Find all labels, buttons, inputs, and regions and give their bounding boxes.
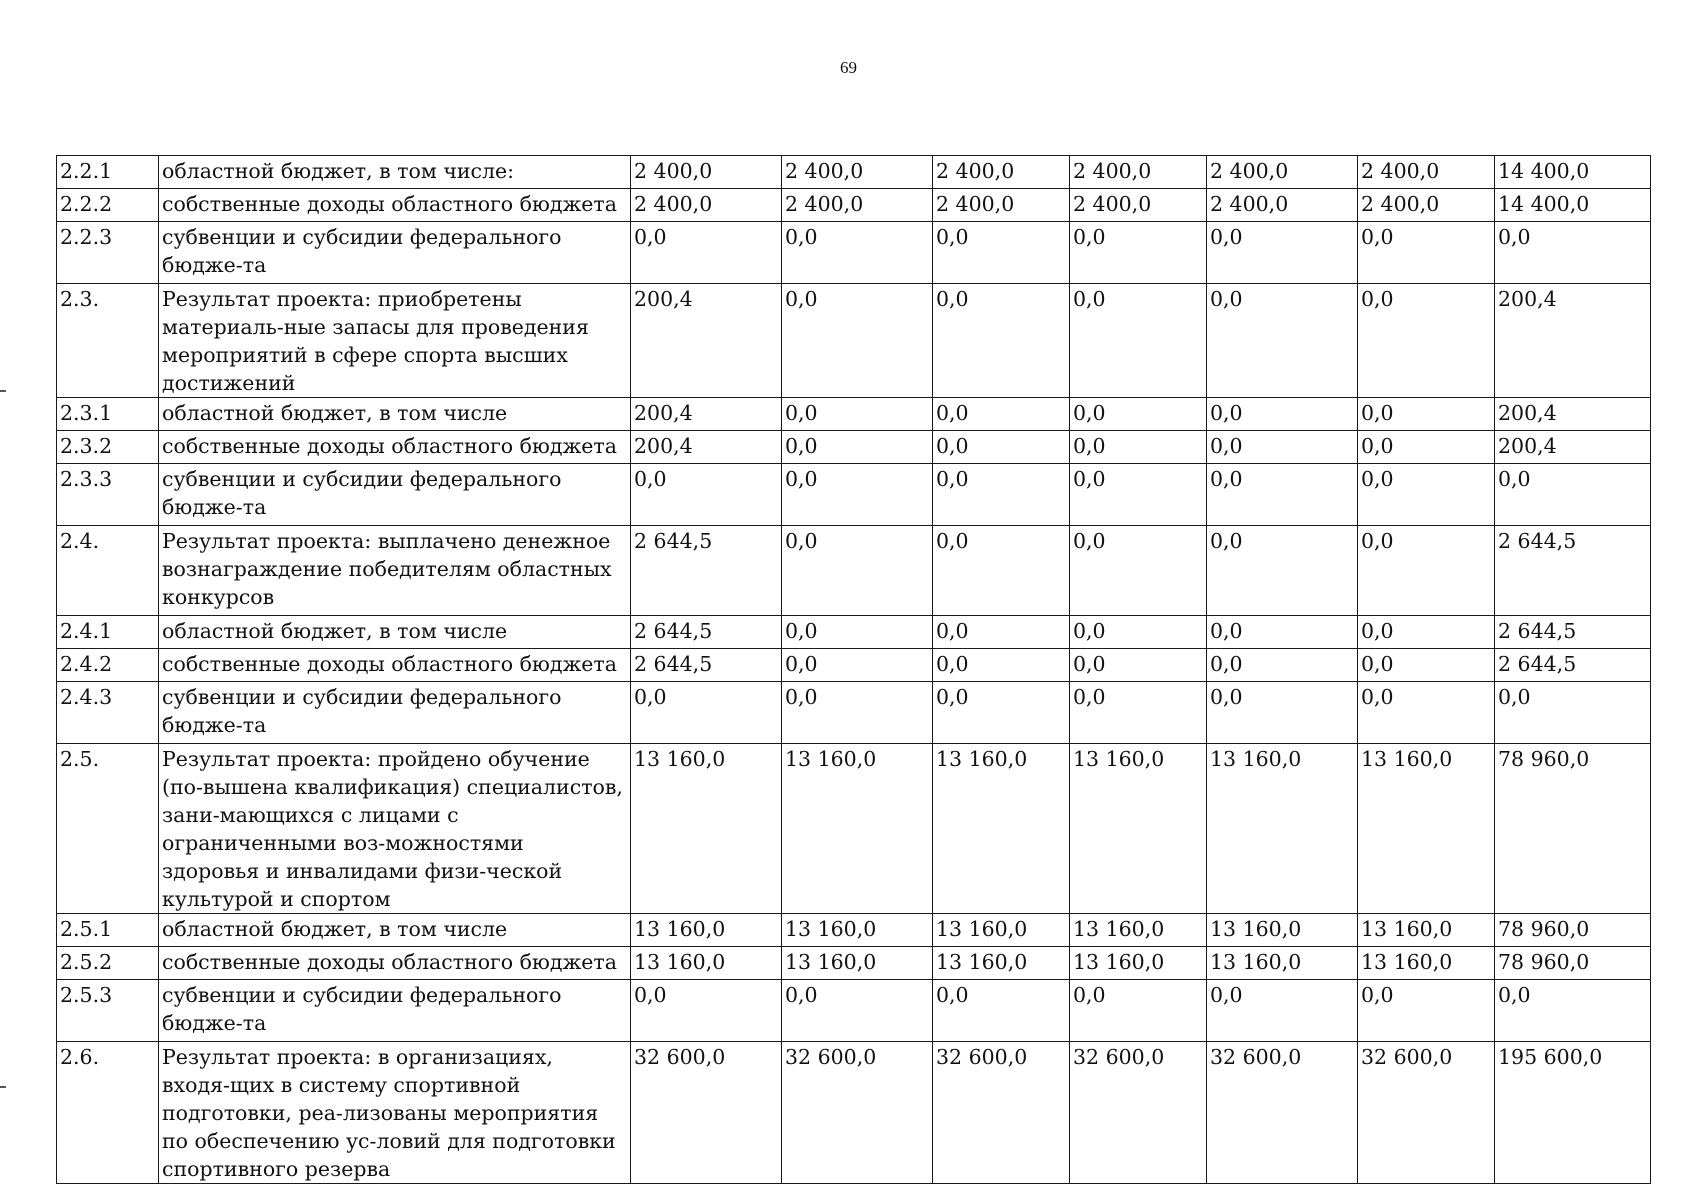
row-year-value: 0,0: [933, 222, 1070, 284]
row-year-value: 0,0: [631, 464, 782, 526]
row-year-value: 13 160,0: [1358, 947, 1495, 980]
table-row: [57, 464, 1651, 526]
row-year-value: 32 600,0: [631, 1042, 782, 1184]
row-total-value: 0,0: [1495, 464, 1651, 526]
row-year-value: 0,0: [1070, 222, 1207, 284]
row-total-value: 78 960,0: [1495, 914, 1651, 947]
row-code: 2.2.3: [57, 222, 159, 284]
row-year-value: 0,0: [631, 980, 782, 1042]
row-year-value: 2 400,0: [933, 156, 1070, 189]
row-year-value: 13 160,0: [1358, 744, 1495, 914]
row-total-value: 78 960,0: [1495, 744, 1651, 914]
row-description: Результат проекта: выплачено денежное вознаграждение победителям областных конкурсов: [159, 526, 631, 616]
row-year-value: 0,0: [1358, 682, 1495, 744]
row-year-value: 32 600,0: [1358, 1042, 1495, 1184]
row-year-value: 13 160,0: [933, 744, 1070, 914]
row-description: субвенции и субсидии федерального бюдже-та: [159, 980, 631, 1042]
row-year-value: 2 400,0: [1207, 156, 1358, 189]
row-year-value: 0,0: [1207, 464, 1358, 526]
row-year-value: 0,0: [631, 222, 782, 284]
row-year-value: 0,0: [1358, 526, 1495, 616]
row-description: собственные доходы областного бюджета: [159, 189, 631, 222]
table-row: [57, 914, 1651, 947]
row-year-value: 2 644,5: [631, 649, 782, 682]
row-year-value: 0,0: [782, 398, 933, 431]
row-total-value: 2 644,5: [1495, 649, 1651, 682]
row-description: субвенции и субсидии федерального бюдже-та: [159, 682, 631, 744]
table-body: [57, 156, 1651, 1184]
row-year-value: 2 400,0: [1207, 189, 1358, 222]
row-description: Результат проекта: в организациях, входя-щих в систему спортивной подготовки, реа-лизованы мероприятия по обеспечению ус-ловий для подготовки спортивного резерва: [159, 1042, 631, 1184]
row-code: 2.6.: [57, 1042, 159, 1184]
row-year-value: 2 400,0: [1358, 156, 1495, 189]
row-year-value: 0,0: [933, 431, 1070, 464]
row-description: собственные доходы областного бюджета: [159, 947, 631, 980]
row-year-value: 13 160,0: [1070, 914, 1207, 947]
row-year-value: 0,0: [1358, 398, 1495, 431]
row-code: 2.2.1: [57, 156, 159, 189]
table-row: [57, 189, 1651, 222]
row-year-value: 0,0: [933, 649, 1070, 682]
row-year-value: 0,0: [1358, 616, 1495, 649]
row-year-value: 2 400,0: [782, 189, 933, 222]
row-code: 2.5.: [57, 744, 159, 914]
row-year-value: 0,0: [1207, 222, 1358, 284]
row-year-value: 0,0: [1358, 284, 1495, 398]
row-year-value: 0,0: [1358, 464, 1495, 526]
row-year-value: 0,0: [782, 682, 933, 744]
row-code: 2.3.1: [57, 398, 159, 431]
row-year-value: 32 600,0: [1070, 1042, 1207, 1184]
row-total-value: 0,0: [1495, 980, 1651, 1042]
table-row: [57, 526, 1651, 616]
row-code: 2.3.2: [57, 431, 159, 464]
row-year-value: 13 160,0: [631, 744, 782, 914]
row-description: областной бюджет, в том числе: [159, 398, 631, 431]
row-year-value: 13 160,0: [1358, 914, 1495, 947]
row-year-value: 0,0: [1207, 649, 1358, 682]
row-year-value: 0,0: [933, 464, 1070, 526]
page-number: 69: [840, 58, 857, 77]
row-year-value: 2 400,0: [782, 156, 933, 189]
table-row: [57, 682, 1651, 744]
row-year-value: 0,0: [933, 284, 1070, 398]
row-code: 2.4.2: [57, 649, 159, 682]
row-description: субвенции и субсидии федерального бюдже-та: [159, 222, 631, 284]
row-year-value: 32 600,0: [933, 1042, 1070, 1184]
row-total-value: 2 644,5: [1495, 526, 1651, 616]
row-year-value: 200,4: [631, 284, 782, 398]
table-row: [57, 398, 1651, 431]
row-year-value: 0,0: [1207, 431, 1358, 464]
row-year-value: 0,0: [933, 398, 1070, 431]
row-year-value: 0,0: [1207, 398, 1358, 431]
row-description: собственные доходы областного бюджета: [159, 431, 631, 464]
row-year-value: 13 160,0: [782, 744, 933, 914]
row-code: 2.3.: [57, 284, 159, 398]
row-code: 2.2.2: [57, 189, 159, 222]
row-year-value: 0,0: [933, 980, 1070, 1042]
row-code: 2.4.3: [57, 682, 159, 744]
row-total-value: 14 400,0: [1495, 189, 1651, 222]
row-year-value: 0,0: [1207, 616, 1358, 649]
row-code: 2.5.1: [57, 914, 159, 947]
row-year-value: 200,4: [631, 431, 782, 464]
scan-edge-mark: [0, 1086, 6, 1088]
row-year-value: 0,0: [1358, 222, 1495, 284]
table-row: [57, 431, 1651, 464]
row-year-value: 0,0: [933, 526, 1070, 616]
row-year-value: 0,0: [1070, 431, 1207, 464]
row-description: Результат проекта: приобретены материаль-ные запасы для проведения мероприятий в сфере спорта высших достижений: [159, 284, 631, 398]
row-code: 2.5.3: [57, 980, 159, 1042]
row-total-value: 200,4: [1495, 431, 1651, 464]
table-row: [57, 222, 1651, 284]
row-year-value: 0,0: [782, 980, 933, 1042]
row-year-value: 0,0: [1358, 980, 1495, 1042]
row-description: областной бюджет, в том числе:: [159, 156, 631, 189]
row-year-value: 32 600,0: [1207, 1042, 1358, 1184]
row-year-value: 2 400,0: [1070, 156, 1207, 189]
row-year-value: 200,4: [631, 398, 782, 431]
row-year-value: 13 160,0: [1207, 914, 1358, 947]
row-description: Результат проекта: пройдено обучение (по-вышена квалификация) специалистов, зани-мающихся с лицами с ограниченными воз-можностями здоровья и инвалидами физи-ческой культурой и спортом: [159, 744, 631, 914]
table-row: [57, 980, 1651, 1042]
row-total-value: 0,0: [1495, 682, 1651, 744]
row-year-value: 0,0: [631, 682, 782, 744]
row-description: областной бюджет, в том числе: [159, 616, 631, 649]
table-row: [57, 616, 1651, 649]
row-year-value: 13 160,0: [933, 947, 1070, 980]
row-year-value: 13 160,0: [782, 947, 933, 980]
row-year-value: 13 160,0: [933, 914, 1070, 947]
row-year-value: 0,0: [1070, 284, 1207, 398]
row-year-value: 13 160,0: [631, 914, 782, 947]
row-year-value: 0,0: [1207, 284, 1358, 398]
row-year-value: 2 644,5: [631, 526, 782, 616]
row-year-value: 13 160,0: [1070, 744, 1207, 914]
row-total-value: 200,4: [1495, 398, 1651, 431]
row-total-value: 200,4: [1495, 284, 1651, 398]
budget-table: [56, 155, 1651, 1184]
row-year-value: 0,0: [782, 616, 933, 649]
row-year-value: 0,0: [782, 649, 933, 682]
row-year-value: 0,0: [782, 464, 933, 526]
row-total-value: 14 400,0: [1495, 156, 1651, 189]
row-code: 2.3.3: [57, 464, 159, 526]
row-year-value: 0,0: [782, 526, 933, 616]
row-year-value: 0,0: [1207, 526, 1358, 616]
scan-edge-mark: [0, 390, 6, 392]
table-row: [57, 649, 1651, 682]
row-year-value: 2 400,0: [933, 189, 1070, 222]
row-year-value: 0,0: [1070, 616, 1207, 649]
row-year-value: 2 400,0: [1070, 189, 1207, 222]
row-year-value: 32 600,0: [782, 1042, 933, 1184]
row-code: 2.5.2: [57, 947, 159, 980]
table-row: [57, 744, 1651, 914]
row-total-value: 195 600,0: [1495, 1042, 1651, 1184]
row-year-value: 13 160,0: [1070, 947, 1207, 980]
row-year-value: 0,0: [782, 431, 933, 464]
row-year-value: 2 400,0: [631, 189, 782, 222]
table-row: [57, 947, 1651, 980]
row-year-value: 13 160,0: [1207, 947, 1358, 980]
row-description: собственные доходы областного бюджета: [159, 649, 631, 682]
row-year-value: 13 160,0: [1207, 744, 1358, 914]
row-year-value: 0,0: [1070, 980, 1207, 1042]
row-year-value: 0,0: [1070, 526, 1207, 616]
row-year-value: 0,0: [782, 284, 933, 398]
row-year-value: 0,0: [782, 222, 933, 284]
row-year-value: 2 400,0: [1358, 189, 1495, 222]
row-year-value: 0,0: [933, 616, 1070, 649]
row-total-value: 0,0: [1495, 222, 1651, 284]
row-total-value: 2 644,5: [1495, 616, 1651, 649]
row-year-value: 2 400,0: [631, 156, 782, 189]
row-code: 2.4.: [57, 526, 159, 616]
table-row: [57, 156, 1651, 189]
row-year-value: 13 160,0: [631, 947, 782, 980]
row-year-value: 0,0: [1070, 649, 1207, 682]
row-year-value: 0,0: [1207, 980, 1358, 1042]
row-year-value: 0,0: [1207, 682, 1358, 744]
row-description: областной бюджет, в том числе: [159, 914, 631, 947]
table-row: [57, 1042, 1651, 1184]
row-description: субвенции и субсидии федерального бюдже-та: [159, 464, 631, 526]
row-year-value: 0,0: [1070, 464, 1207, 526]
row-year-value: 0,0: [933, 682, 1070, 744]
row-total-value: 78 960,0: [1495, 947, 1651, 980]
table-row: [57, 284, 1651, 398]
row-year-value: 0,0: [1070, 398, 1207, 431]
row-year-value: 13 160,0: [782, 914, 933, 947]
row-code: 2.4.1: [57, 616, 159, 649]
row-year-value: 0,0: [1358, 431, 1495, 464]
row-year-value: 0,0: [1358, 649, 1495, 682]
row-year-value: 2 644,5: [631, 616, 782, 649]
row-year-value: 0,0: [1070, 682, 1207, 744]
